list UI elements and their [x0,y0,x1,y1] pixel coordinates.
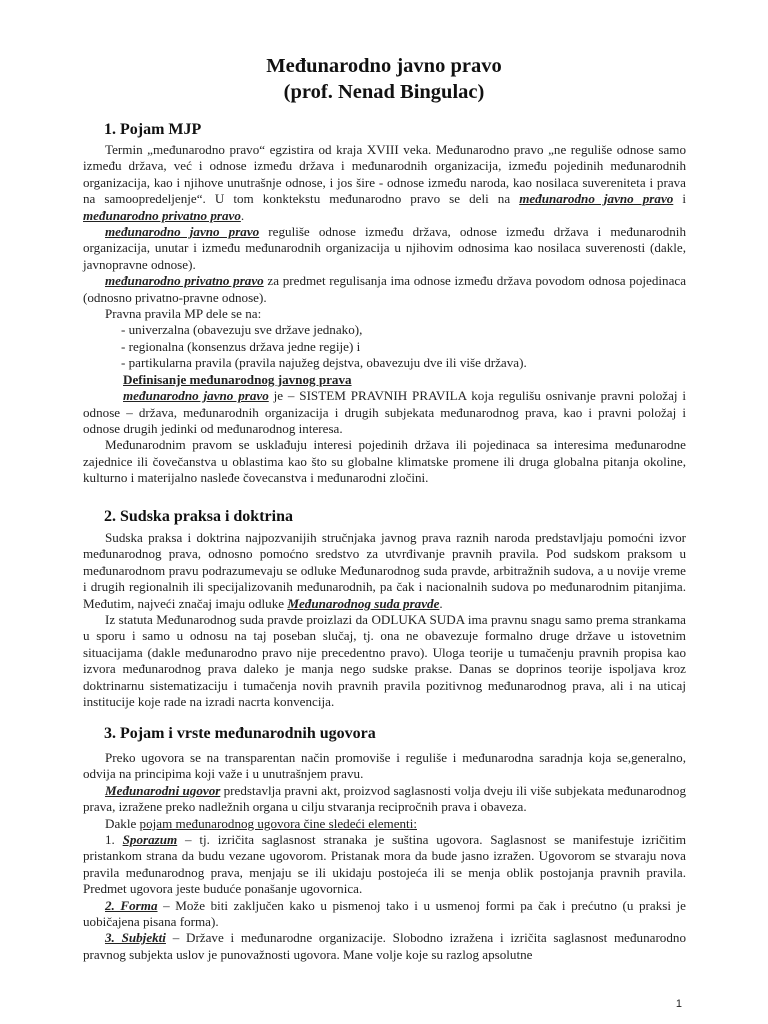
list-item: - univerzalna (obavezuju sve države jednako), [121,322,363,338]
paragraph [83,142,686,224]
paragraph [83,388,686,437]
list-item: - regionalna (konsenzus država jedne regije) i [121,338,361,354]
term-javno: međunarodno javno pravo [123,388,269,404]
term-javno: međunarodno javno pravo [105,224,260,240]
section-1-heading: 1. Pojam MJP [104,121,202,138]
doc-title: Međunarodno javno pravo [266,55,502,77]
text: je – SISTEM PRAVNIH PRAVILA koja regulišu osnivanje pravni položaj i odnose – država, međunarodnih organizacija i drugih subjekata međunarodnog prava, kao i pravni položaj i odnose drugih jedinki od međunarodnog interesa. [83,388,687,436]
text: . [240,207,245,223]
paragraph: Iz statuta Međunarodnog suda pravde proizlazi da ODLUKA SUDA ima pravnu snagu samo prema strankama u sporu i samo u odnosu na taj poseban slučaj, tj. ona ne obavezuje formalno druge države u istovetnim situacijama (dakle međunarodno pravo nije precedentno pravo). Uloga teorije u tumačenju pravnih propisa kao izvora međunarodnog prava daleko je manja nego sudske prakse. Danas se doprinos teorije ispoljava kroz doktrinarnu sistematizaciju i tumačenja novih pravnih pravila pozitivnog međunarodnog prava, ali i na uticaj institucije koje rade na izradi nacrta konvencija. [83,612,686,710]
text: – Države i međunarodne organizacije. Slobodno izražena i izričita saglasnost međunarodno pravnog subjekta uslov je punovažnosti ugovora. Mane volje koje su razlog apsolutne [83,930,686,962]
divide-intro: Pravna pravila MP dele se na: [105,306,262,322]
paragraph: Međunarodnim pravom se usklađuju interesi pojedinih država ili pojedinaca sa interesima međunarodne zajednice ili čovečanstva u oblastima kao što su globalne klimatske promene ili druga globalna pitanja okoline, kulturno i materijalno nasleđe čovecanstva i međunarodni zločini. [83,437,686,486]
text: za predmet regulisanja ima odnose između država povodom odnosa pojedinaca (odnosno privatno-pravne odnose). [83,273,687,305]
text: reguliše odnose između država, odnose između država i međunarodnih organizacija, unutar i između međunarodnih organizacija u njihovim odnosima kao nosilaca suverenosti (dakle, javnopravne odnose). [83,224,686,272]
text: 1. [105,832,123,848]
text: predstavlja pravni akt, proizvod saglasnosti volja dveju ili više subjekata međunarodnog prava, izražene preko nadležnih organa u cilju stvaranja recipročnih prava i obaveza. [83,782,686,815]
term-javno: međunarodno javno pravo [519,191,674,207]
text: Dakle [105,815,140,831]
term-sud: Međunarodnog suda pravde [287,595,440,611]
section-3-body [83,750,686,963]
definition-heading: Definisanje međunarodnog javnog prava [123,371,352,387]
paragraph [83,930,686,963]
text: . [439,595,443,611]
section-1-body [83,142,686,487]
list-item: - partikularna pravila (pravila najužeg dejstva, obavezuju dve ili više država). [121,355,527,371]
page-number: 1 [675,998,682,1010]
term-sporazum: Sporazum [122,832,178,848]
text: Sudska praksa i doktrina najpozvanijih stručnjaka javnog prava raznih naroda predstavljaju pomoćni izvor međunarodnog prava, odnosno pomoćno sredstvo za utvrđivanje pravnih pravila. Pod sudskom praksom u međunarodnom pravu podrazumevaju se odluke Međunarodnog suda pravde, arbitražnih sudova, a u novije vreme i drugih regionalnih ili specijalizovanih međunarodnih, pa čak i nacionalnih sudova po međunarodnim pitanjima. Međutim, najveći značaj imaju odluke [83,530,686,611]
paragraph [83,224,686,273]
term-forma: 2. Forma [105,897,158,913]
text: Termin „međunarodno pravo“ egzistira od kraja XVIII veka. Međunarodno pravo „ne reguliše odnose samo između država, već i odnose između država i međunarodnih organizacija, između pojedinih međunarodnih organizacija, kao i njihove unutrašnje odnose, i jos šire - odnose između naroda, kao nosilaca suvereniteta i prava na samoopredeljenje“. U tom konktekstu međunarodno pravo se deli na [83,142,686,207]
paragraph [83,273,686,306]
section-2-body [83,530,686,710]
doc-subtitle: (prof. Nenad Bingulac) [283,81,485,103]
elements-intro: pojam međunarodnog ugovora čine sledeći elementi: [139,815,417,831]
text: – Može biti zaključen kako u pismenoj tako i u usmenoj formi pa čak i prećutno (u praksi je uobičajena pisana forma). [83,897,686,930]
paragraph [83,832,686,898]
term-privatno: međunarodno privatno pravo [105,273,264,289]
section-3-heading: 3. Pojam i vrste međunarodnih ugovora [104,725,376,742]
paragraph [83,783,686,816]
paragraph [83,898,686,931]
term-ugovor: Međunarodni ugovor [105,782,221,798]
term-privatno: međunarodno privatno pravo [83,207,241,223]
paragraph: Preko ugovora se na transparentan način promoviše i reguliše i međunarodna saradnja koja se,generalno, odvija na principima koji važe i u unutrašnjem pravu. [83,750,686,782]
paragraph [83,816,686,832]
text: – tj. izričita saglasnost stranaka je suština ugovora. Saglasnost se manifestuje izričitim pristankom strana da budu vezane ugovorom. Pristanak mora da bude jasno izražen. Ugovorom se stvaraju nova pravila međunarodnog prava, menjaju se ili ukidaju postojeća ili se menja oblik postojanja pravnih pravila. Predmet ugovora jeste buduće ponašanje ugovornica. [83,832,686,897]
paragraph [83,530,686,612]
term-subjekti: 3. Subjekti [105,930,166,946]
section-2-heading: 2. Sudska praksa i doktrina [104,508,293,525]
text: i [673,191,686,207]
